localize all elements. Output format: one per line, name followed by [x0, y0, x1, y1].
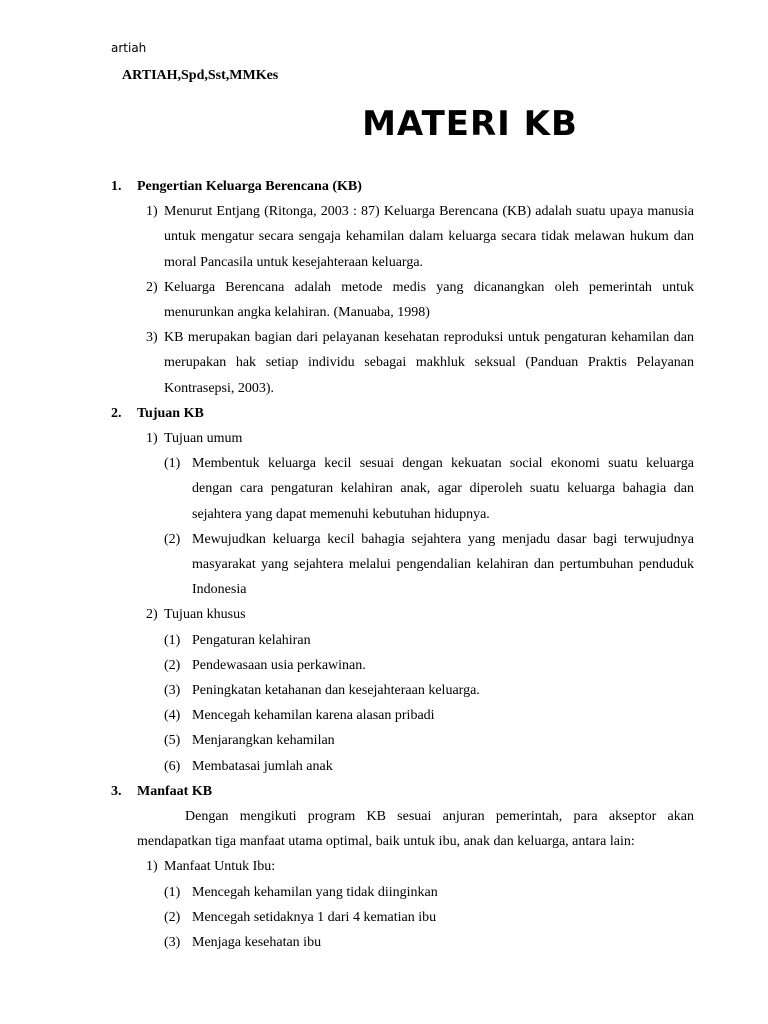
section-heading — [111, 779, 694, 804]
item-text: Peningkatan ketahanan dan kesejahteraan keluarga. — [192, 683, 480, 699]
item-text: Membentuk keluarga kecil sesuai dengan kekuatan social ekonomi suatu keluarga dengan cara pengaturan kelahiran anak, agar diperoleh suatu keluarga bahagia dan sejahtera yang dapat memenuhi kebutuhan hidupnya. — [192, 456, 694, 522]
list-item — [111, 451, 694, 527]
item-text: Menurut Entjang (Ritonga, 2003 : 87) Keluarga Berencana (KB) adalah suatu upaya manusia untuk mengatur secara sengaja kehamilan dalam keluarga secara tidak melawan hukum dan moral Pancasila untuk kesejahteraan keluarga. — [164, 204, 694, 270]
list-item — [111, 703, 694, 728]
item-number: (6) — [164, 758, 181, 774]
section-title: Tujuan KB — [137, 405, 204, 421]
document-body — [111, 174, 694, 955]
section-intro: Dengan mengikuti program KB sesuai anjuran pemerintah, para akseptor akan mendapatkan tiga manfaat utama optimal, baik untuk ibu, anak dan keluarga, antara lain: — [137, 809, 694, 850]
subsection-label — [111, 602, 694, 627]
item-number: (1) — [164, 456, 181, 472]
item-number: 1) — [146, 431, 158, 447]
list-item — [111, 628, 694, 653]
section-number: 3. — [111, 783, 122, 799]
section-title: Manfaat KB — [137, 783, 213, 799]
list-item — [111, 199, 694, 275]
item-text: Keluarga Berencana adalah metode medis yang dicanangkan oleh pemerintah untuk menurunkan angka kelahiran. (Manuaba, 1998) — [164, 279, 694, 321]
item-number: 1) — [146, 204, 158, 220]
item-number: 3) — [146, 330, 158, 346]
section-number: 2. — [111, 405, 122, 421]
document-header: artiah — [111, 41, 147, 55]
item-text: Tujuan umum — [164, 431, 243, 447]
list-item — [111, 678, 694, 703]
item-text: Mencegah setidaknya 1 dari 4 kematian ibu — [192, 909, 437, 925]
item-number: (2) — [164, 909, 181, 925]
list-item — [111, 527, 694, 603]
list-item — [111, 653, 694, 678]
item-number: (5) — [164, 733, 181, 749]
item-number: (3) — [164, 935, 181, 951]
list-item — [111, 754, 694, 779]
section-number: 1. — [111, 179, 122, 194]
subsection-label — [111, 426, 694, 451]
item-number: (1) — [164, 632, 181, 648]
item-text: Pengaturan kelahiran — [192, 632, 311, 648]
item-text: Mencegah kehamilan yang tidak diinginkan — [192, 884, 438, 900]
item-number: (4) — [164, 708, 181, 724]
list-item — [111, 728, 694, 753]
item-text: Tujuan khusus — [164, 607, 246, 623]
section-heading — [111, 401, 694, 426]
list-item — [111, 930, 694, 955]
item-number: 2) — [146, 607, 158, 623]
item-number: (2) — [164, 657, 181, 673]
list-item — [111, 325, 694, 401]
document-title: MATERI KB — [362, 104, 578, 144]
list-item — [111, 905, 694, 930]
item-text: KB merupakan bagian dari pelayanan kesehatan reproduksi untuk pengaturan kehamilan dan merupakan hak setiap individu sebagai makhluk seksual (Panduan Praktis Pelayanan Kontrasepsi, 2003). — [164, 330, 694, 396]
item-text: Menjarangkan kehamilan — [192, 733, 335, 749]
list-item — [111, 275, 694, 325]
section-title: Pengertian Keluarga Berencana (KB) — [137, 179, 362, 194]
item-text: Mencegah kehamilan karena alasan pribadi — [192, 708, 435, 724]
author-name: ARTIAH,Spd,Sst,MMKes — [122, 68, 279, 83]
item-number: (2) — [164, 531, 181, 547]
item-text: Mewujudkan keluarga kecil bahagia sejahtera yang menjadu dasar bagi terwujudnya masyarakat yang sejahtera melalui pengendalian kelahiran dan pertumbuhan penduduk Indonesia — [192, 531, 694, 598]
item-text: Manfaat Untuk Ibu: — [164, 859, 276, 875]
item-number: 2) — [146, 279, 158, 295]
section-heading — [111, 174, 694, 199]
item-text: Menjaga kesehatan ibu — [192, 935, 322, 951]
item-number: (3) — [164, 683, 181, 699]
subsection-label — [111, 854, 694, 879]
item-number: (1) — [164, 884, 181, 900]
item-number: 1) — [146, 859, 158, 875]
item-text: Pendewasaan usia perkawinan. — [192, 657, 366, 673]
list-item — [111, 880, 694, 905]
item-text: Membatasai jumlah anak — [192, 758, 333, 774]
